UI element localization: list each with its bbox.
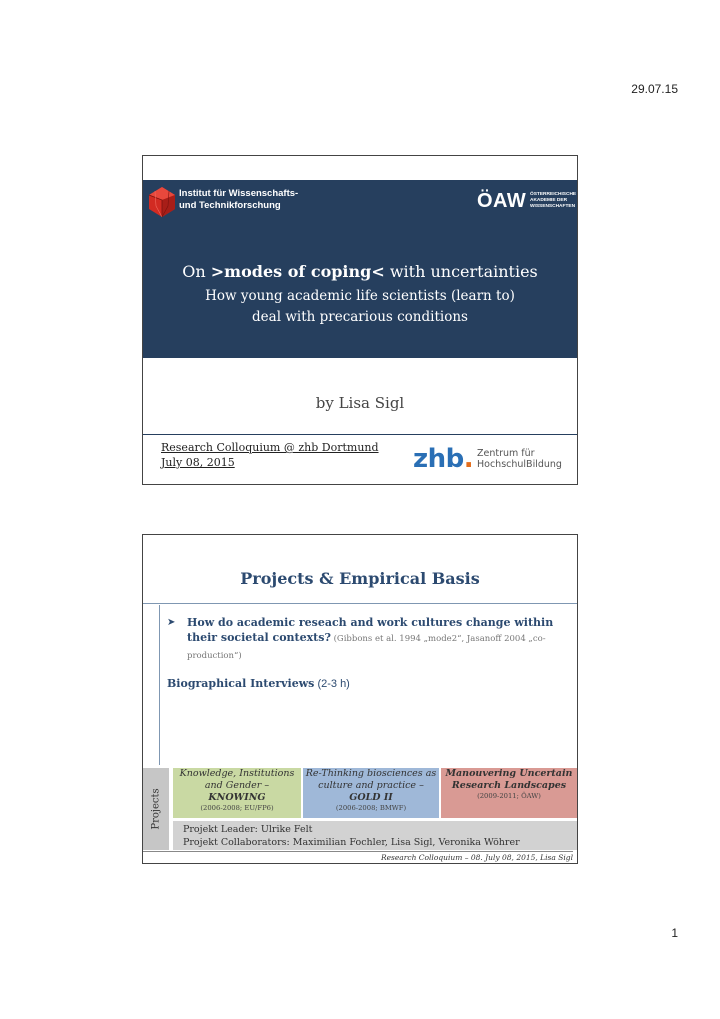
projects-side-label: Projects — [143, 768, 169, 850]
slide-title — [142, 155, 578, 485]
slide-title-text: Projects & Empirical Basis — [240, 569, 480, 588]
project-box-knowing: Knowledge, Institutions and Gender – KNOWING (2006-2008; EU/FP6) — [173, 768, 301, 818]
slide-footer: Research Colloquium – 08. July 08, 2015, Lisa Sigl — [143, 851, 573, 862]
title-banner — [143, 180, 577, 358]
oeaw-logo: ÖAW — [477, 190, 527, 212]
project-box-gold: Re-Thinking biosciences as culture and practice – GOLD II (2006-2008; BMWF) — [303, 768, 439, 818]
divider-vertical — [159, 605, 160, 765]
oeaw-logo-subtitle: ÖSTERREICHISCHE AKADEMIE DER WISSENSCHAFTEN — [530, 192, 577, 209]
slide-title-text: On >modes of coping< with uncertainties — [182, 262, 538, 281]
institute-logo-icon — [147, 186, 177, 218]
zhb-logo-text: Zentrum für HochschulBildung — [477, 448, 562, 470]
arrow-bullet-icon: ➤ — [167, 617, 176, 628]
research-question: ➤ How do academic reseach and work cultures change within their societal contexts? (Gibbons et al. 1994 „mode2“, Jasanoff 2004 „co-production“) — [167, 616, 554, 661]
zhb-logo — [413, 444, 562, 474]
institute-name: Institut für Wissenschafts- und Technikforschung — [179, 188, 299, 211]
slide-projects — [142, 534, 578, 864]
venue: Research Colloquium @ zhb Dortmund July 08, 2015 — [161, 441, 379, 469]
project-box-manouvering: Manouvering Uncertain Research Landscapes (2009-2011; ÖAW) — [441, 768, 577, 818]
page-number: 1 — [671, 926, 678, 940]
zhb-logo-mark: zhb. — [413, 444, 474, 474]
divider — [143, 434, 577, 435]
project-team: Projekt Leader: Ulrike Felt Projekt Collaborators: Maximilian Fochler, Lisa Sigl, Veronika Wöhrer — [173, 821, 577, 850]
page-date: 29.07.15 — [631, 82, 678, 96]
author: by Lisa Sigl — [315, 394, 405, 412]
slide-subtitle: How young academic life scientists (learn to) deal with precarious conditions — [205, 288, 515, 325]
divider — [143, 603, 577, 604]
method-line: Biographical Interviews (2-3 h) — [167, 677, 350, 690]
